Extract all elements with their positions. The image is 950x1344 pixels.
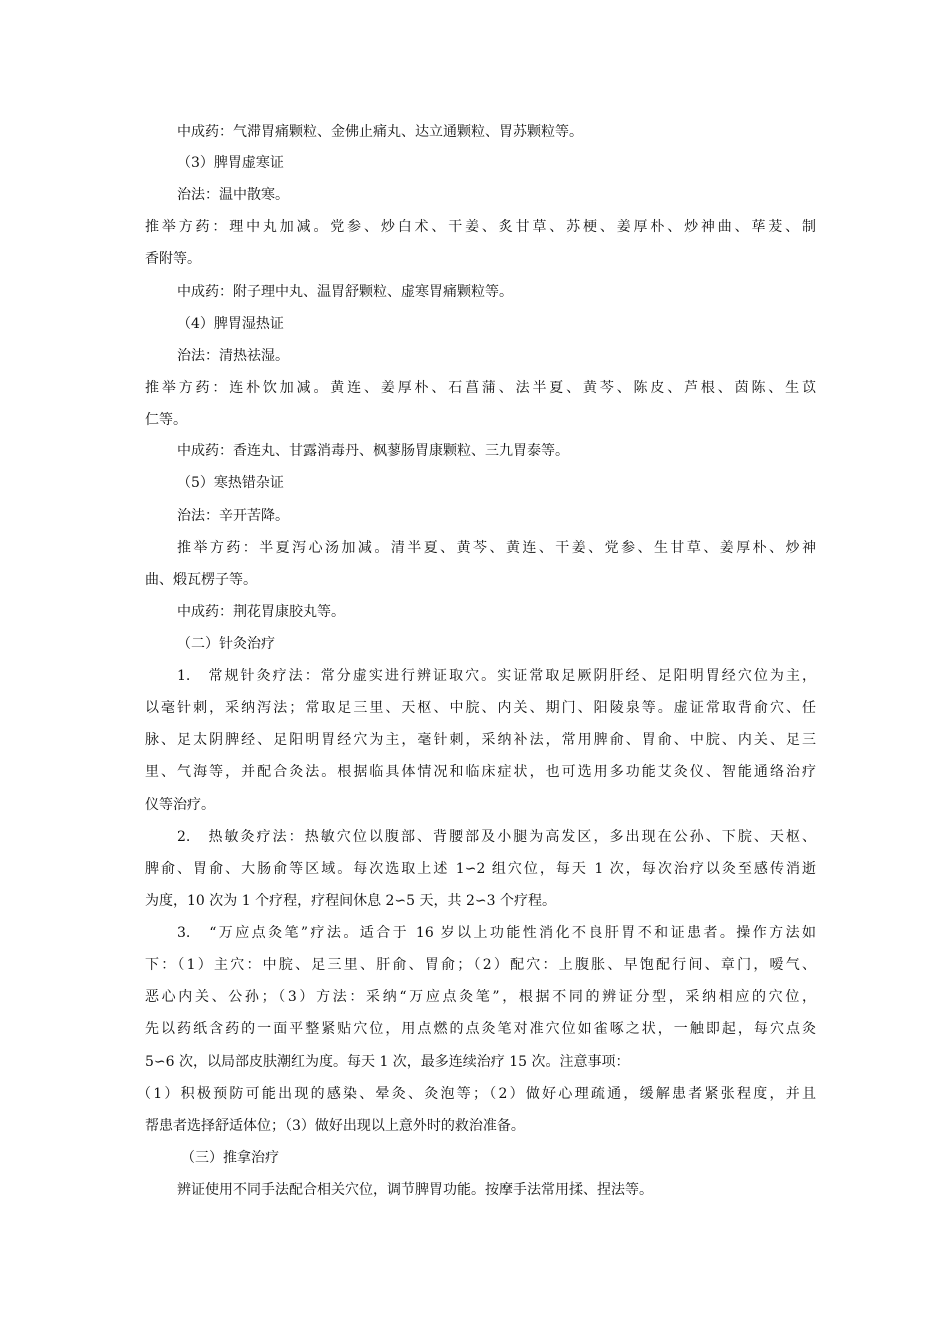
text-line: 仪等治疗。 — [145, 797, 215, 813]
text-line: 帮患者选择舒适体位；（3）做好出现以上意外时的救治准备。 — [145, 1118, 525, 1134]
text-line: 以毫针刺，采纳泻法；常取足三里、天枢、中脘、内关、期门、阳陵泉等。虚证常取背俞穴、任 — [145, 700, 816, 716]
text-line: 脾俞、胃俞、大肠俞等区域。每次选取上述 1∽2 组穴位，每天 1 次，每次治疗以灸至感传消逝 — [145, 861, 816, 877]
text-line: 2. 热敏灸疗法：热敏穴位以腹部、背腰部及小腿为高发区，多出现在公孙、下脘、天枢、 — [177, 829, 816, 845]
text-line: 里、气海等，并配合灸法。根据临具体情况和临床症状，也可选用多功能艾灸仪、智能通络治疗 — [145, 764, 816, 780]
text-line: 3. “万应点灸笔”疗法。适合于 16 岁以上功能性消化不良肝胃不和证患者。操作方法如 — [177, 925, 816, 941]
section-heading: （4）脾胃湿热证 — [177, 316, 284, 332]
text-line: 推举方药：连朴饮加减。黄连、姜厚朴、石菖蒲、法半夏、黄芩、陈皮、芦根、茵陈、生苡 — [145, 380, 816, 396]
text-line: 中成药：附子理中丸、温胃舒颗粒、虚寒胃痛颗粒等。 — [177, 284, 513, 300]
text-line: 下：（1）主穴：中脘、足三里、肝俞、胃俞；（2）配穴：上腹胀、早饱配行间、章门，嗳气、 — [145, 957, 816, 973]
text-line: 辨证使用不同手法配合相关穴位，调节脾胃功能。按摩手法常用揉、捏法等。 — [177, 1182, 653, 1198]
text-line: 为度，10 次为 1 个疗程，疗程间休息 2∽5 天，共 2∽3 个疗程。 — [145, 893, 556, 909]
text-line: 推举方药：半夏泻心汤加减。清半夏、黄芩、黄连、干姜、党参、生甘草、姜厚朴、炒神 — [177, 540, 816, 556]
text-line: 脉、足太阴脾经、足阳明胃经穴为主，毫针刺，采纳补法，常用脾俞、胃俞、中脘、内关、足三 — [145, 732, 816, 748]
text-line: 治法：清热祛湿。 — [177, 348, 289, 364]
text-line: 治法：辛开苦降。 — [177, 508, 289, 524]
text-line: 香附等。 — [145, 251, 201, 267]
text-line: 曲、煅瓦楞子等。 — [145, 572, 257, 588]
text-line: 5∽6 次，以局部皮肤潮红为度。每天 1 次，最多连续治疗 15 次。注意事项： — [145, 1054, 630, 1070]
section-heading: （3）脾胃虚寒证 — [177, 155, 284, 171]
text-line: （1）积极预防可能出现的感染、晕灸、灸泡等；（2）做好心理疏通，缓解患者紧张程度，并且 — [137, 1086, 816, 1102]
text-line: 推举方药：理中丸加减。党参、炒白术、干姜、炙甘草、苏梗、姜厚朴、炒神曲、荜茇、制 — [145, 219, 816, 235]
section-heading: （5）寒热错杂证 — [177, 475, 284, 491]
text-line: 治法：温中散寒。 — [177, 187, 289, 203]
section-heading: （二）针灸治疗 — [177, 636, 275, 652]
text-line: 中成药：气滞胃痛颗粒、金佛止痛丸、达立通颗粒、胃苏颗粒等。 — [177, 124, 583, 140]
text-line: 中成药：荆花胃康胶丸等。 — [177, 604, 345, 620]
text-line: 中成药：香连丸、甘露消毒丹、枫蓼肠胃康颗粒、三九胃泰等。 — [177, 443, 569, 459]
text-line: 先以药纸含药的一面平整紧贴穴位，用点燃的点灸笔对准穴位如雀啄之状，一触即起，每穴点灸 — [145, 1021, 816, 1037]
text-line: 仁等。 — [145, 412, 187, 428]
text-line: 恶心内关、公孙；（3）方法：采纳“万应点灸笔”，根据不同的辨证分型，采纳相应的穴位， — [145, 989, 816, 1005]
section-heading: （三）推拿治疗 — [181, 1150, 279, 1166]
text-line: 1. 常规针灸疗法：常分虚实进行辨证取穴。实证常取足厥阴肝经、足阳明胃经穴位为主， — [177, 668, 816, 684]
